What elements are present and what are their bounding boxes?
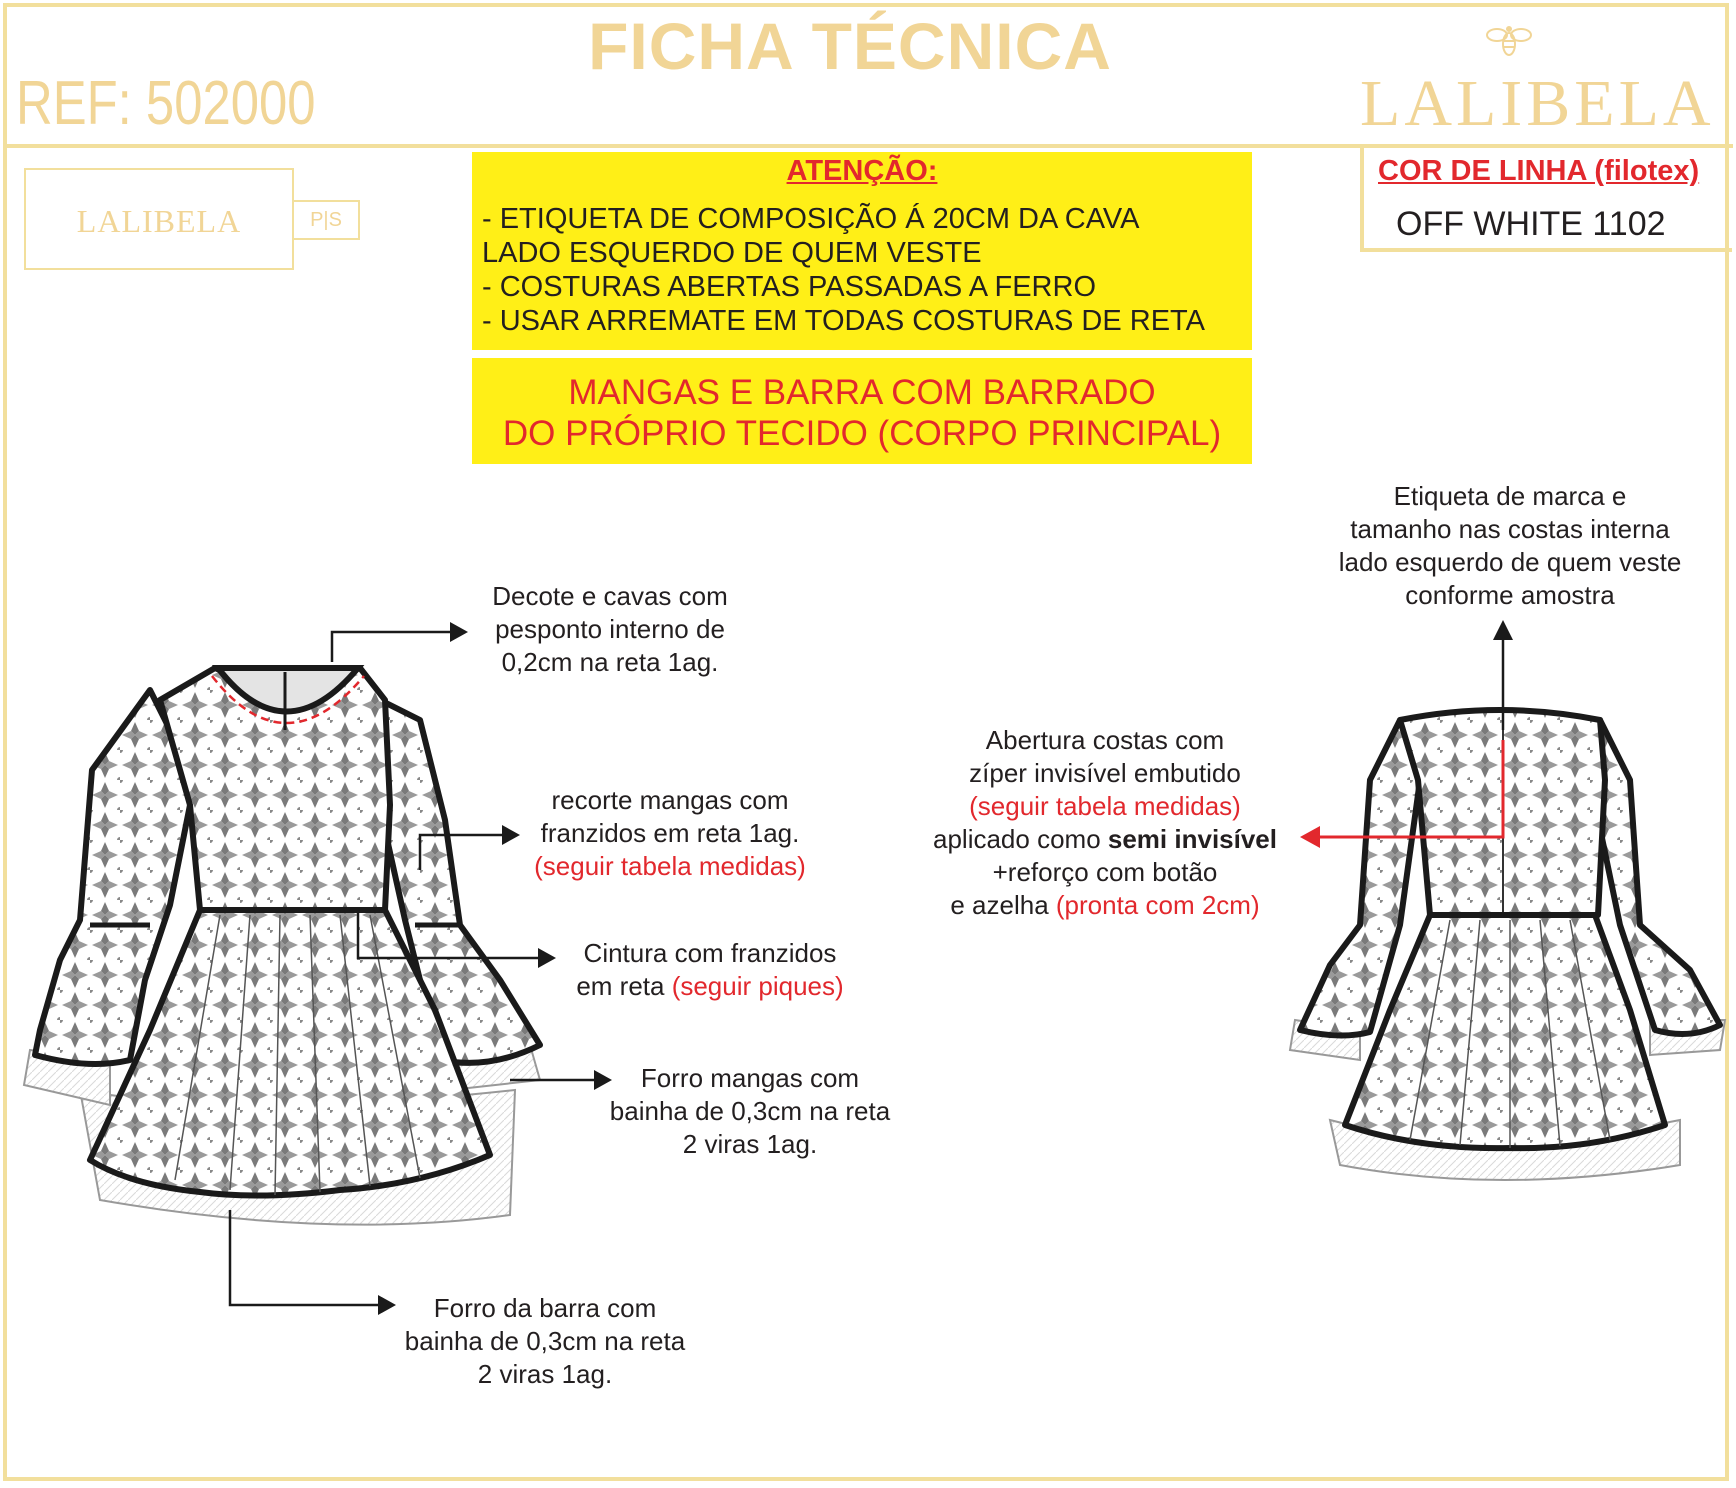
annotation-recorte: recorte mangas com franzidos em reta 1ag. (seguir tabela medidas) <box>534 785 806 881</box>
annotation-forro-barra: Forro da barra com bainha de 0,3cm na reta 2 viras 1ag. <box>404 1293 686 1389</box>
mangas-note-line: MANGAS E BARRA COM BARRADO <box>568 373 1156 412</box>
reference-number: REF: 502000 <box>16 69 316 138</box>
annotation-etiqueta-marca: Etiqueta de marca e tamanho nas costas interna lado esquerdo de quem veste conforme amostra <box>1338 481 1682 610</box>
label-brand: LALIBELA <box>76 203 242 239</box>
attention-line: - COSTURAS ABERTAS PASSADAS A FERRO <box>482 271 1096 303</box>
attention-line: - USAR ARREMATE EM TODAS COSTURAS DE RETA <box>482 305 1205 337</box>
attention-title: ATENÇÃO: <box>786 155 938 187</box>
annotation-decote: Decote e cavas com pesponto interno de 0,2cm na reta 1ag. <box>492 581 728 677</box>
front-view-drawing <box>24 668 540 1225</box>
annotation-cintura: Cintura com franzidos em reta (seguir piques) <box>576 938 844 1001</box>
mangas-note-line: DO PRÓPRIO TECIDO (CORPO PRINCIPAL) <box>502 414 1222 453</box>
attention-line: LADO ESQUERDO DE QUEM VESTE <box>482 237 982 269</box>
attention-line: - ETIQUETA DE COMPOSIÇÃO Á 20CM DA CAVA <box>482 203 1140 235</box>
size-tag: P|S <box>292 200 360 240</box>
thread-color-value: OFF WHITE 1102 <box>1396 205 1666 243</box>
annotation-abertura: Abertura costas com zíper invisível embutido (seguir tabela medidas) aplicado como semi invisível +reforço com botão e azelha (pronta com 2cm) <box>933 725 1277 920</box>
back-view-drawing <box>1290 710 1725 1180</box>
thread-color-title: COR DE LINHA (filotex) <box>1378 155 1700 187</box>
page-title: FICHA TÉCNICA <box>588 9 1112 83</box>
brand-logo: LALIBELA <box>1360 67 1715 140</box>
annotation-forro-mangas: Forro mangas com bainha de 0,3cm na reta 2 viras 1ag. <box>609 1063 891 1159</box>
